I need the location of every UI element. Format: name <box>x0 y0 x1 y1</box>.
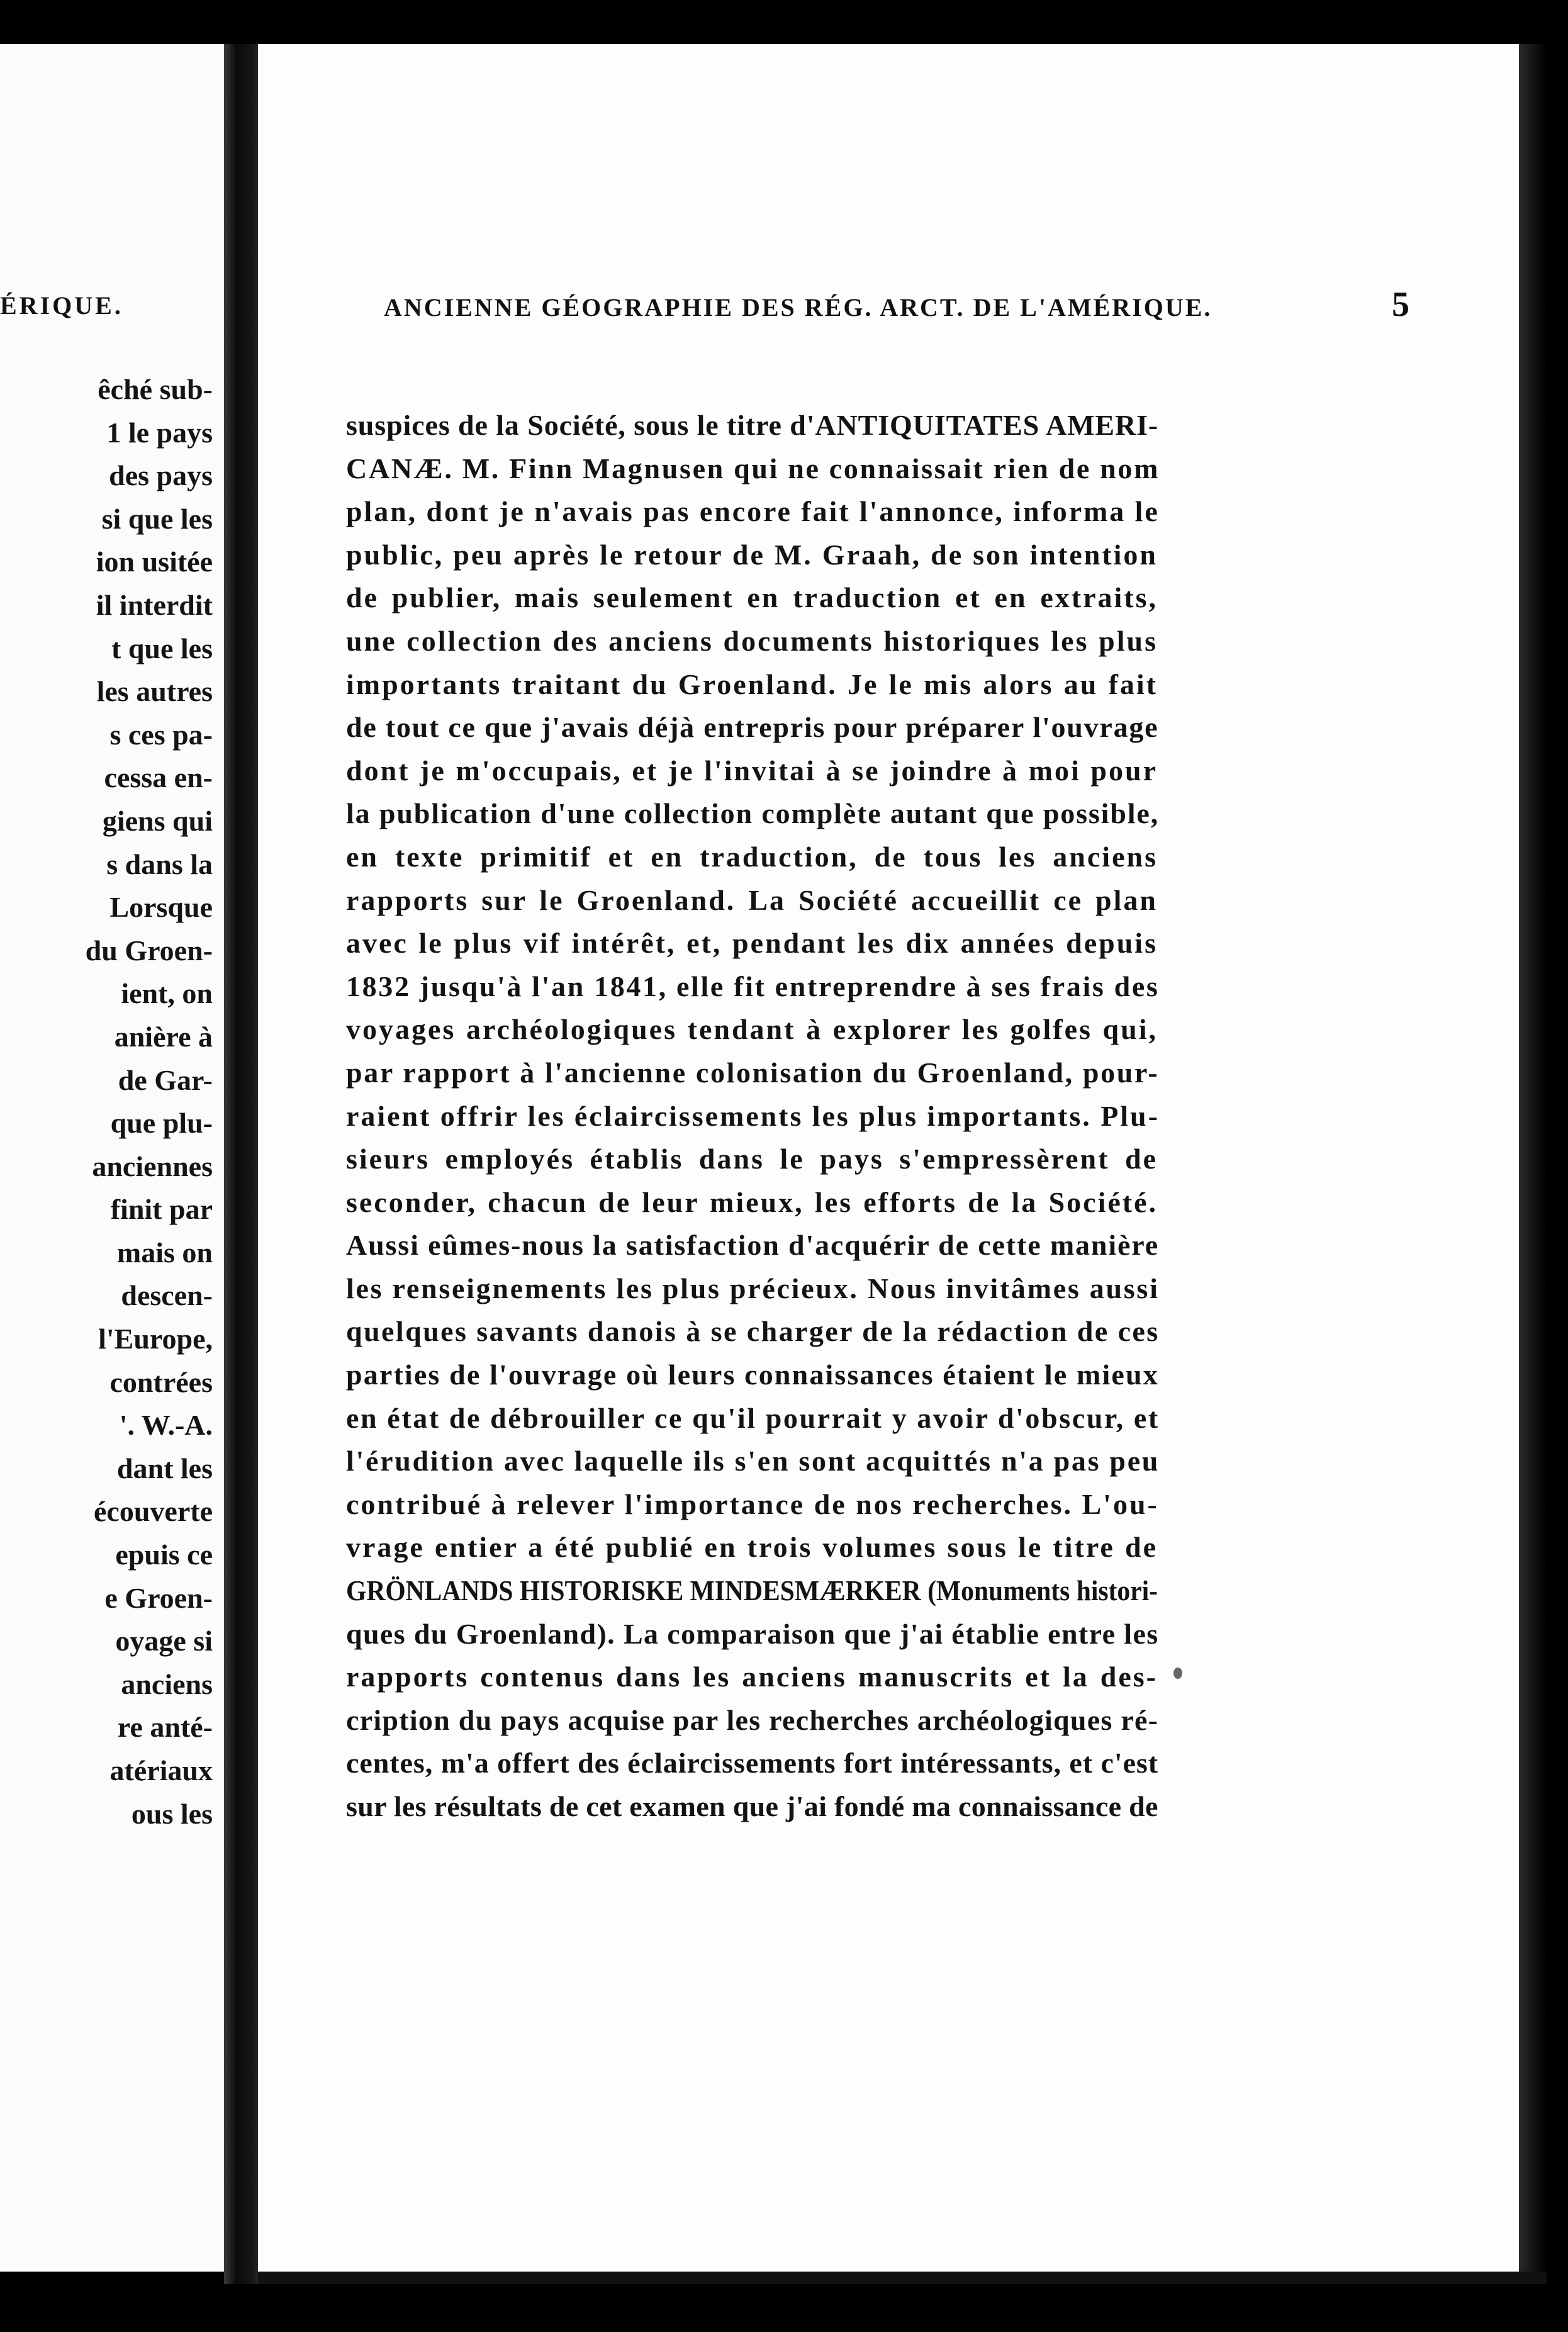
body-line: l'érudition avec laquelle ils s'en sont acquittés n'a pas peu <box>346 1445 1160 1477</box>
running-head <box>384 284 1409 325</box>
facing-page-line: anciennes <box>92 1150 213 1182</box>
facing-page-line: oyage si <box>115 1625 213 1657</box>
body-line: GRÖNLANDS HISTORISKE MINDESMÆRKER (Monuments histori- <box>346 1574 1158 1607</box>
facing-page-line: si que les <box>101 502 213 535</box>
facing-page-line: du Groen- <box>85 934 213 967</box>
body-line: CANÆ. M. Finn Magnusen qui ne connaissait rien de nom <box>346 452 1160 485</box>
running-head-title: ANCIENNE GÉOGRAPHIE DES RÉG. ARCT. DE L'AMÉRIQUE. <box>384 293 1212 322</box>
facing-page-line: des pays <box>109 459 213 492</box>
facing-page-line: anière à <box>114 1020 213 1053</box>
body-line: en texte primitif et en traduction, de tous les anciens <box>346 840 1158 873</box>
body-line: par rapport à l'ancienne colonisation du Groenland, pour- <box>346 1056 1160 1089</box>
body-line: dont je m'occupais, et je l'invitai à se joindre à moi pour <box>346 754 1158 787</box>
body-line: en état de débrouiller ce qu'il pourrait y avoir d'obscur, et <box>346 1401 1160 1434</box>
facing-page-line: les autres <box>96 675 213 708</box>
facing-page-line: ion usitée <box>96 546 213 578</box>
main-page <box>255 44 1547 2284</box>
body-line: vrage entier a été publié en trois volumes sous le titre de <box>346 1531 1158 1564</box>
body-line: suspices de la Société, sous le titre d'ANTIQUITATES AMERI- <box>346 409 1159 441</box>
ink-speck <box>1173 1668 1182 1679</box>
facing-page-line: cessa en- <box>104 761 213 794</box>
body-line: contribué à relever l'importance de nos recherches. L'ou- <box>346 1488 1159 1520</box>
body-line: voyages archéologiques tendant à explorer les golfes qui, <box>346 1013 1158 1046</box>
body-line: rapports contenus dans les anciens manuscrits et la des- <box>346 1661 1158 1693</box>
body-line: parties de l'ouvrage où leurs connaissances étaient le mieux <box>346 1359 1159 1391</box>
facing-page-line: finit par <box>110 1193 213 1226</box>
body-line: plan, dont je n'avais pas encore fait l'annonce, informa le <box>346 495 1160 528</box>
facing-page-line: ient, on <box>121 977 213 1010</box>
facing-page-line: e Groen- <box>104 1581 213 1614</box>
body-line: sieurs employés établis dans le pays s'empressèrent de <box>346 1143 1158 1175</box>
facing-page-line: de Gar- <box>118 1063 213 1096</box>
facing-page-line: dant les <box>116 1452 213 1484</box>
body-line: la publication d'une collection complète autant que possible, <box>346 797 1160 830</box>
body-line: de publier, mais seulement en traduction et en extraits, <box>346 581 1158 614</box>
facing-page-line: epuis ce <box>115 1539 213 1571</box>
body-line: avec le plus vif intérêt, et, pendant les dix années depuis <box>346 927 1158 960</box>
facing-page-running-head: ÉRIQUE. <box>0 291 123 320</box>
facing-page-line: 1 le pays <box>106 416 213 449</box>
body-line: les renseignements les plus précieux. Nous invitâmes aussi <box>346 1272 1160 1304</box>
page-edge <box>1519 44 1547 2284</box>
facing-page-line: il interdit <box>96 588 213 621</box>
body-line: raient offrir les éclaircissements les plus importants. Plu- <box>346 1099 1160 1132</box>
body-line: une collection des anciens documents historiques les plus <box>346 624 1158 657</box>
facing-page-text <box>86 368 213 1836</box>
body-line: centes, m'a offert des éclaircissements fort intéressants, et c'est <box>346 1747 1159 1780</box>
body-line: ques du Groenland). La comparaison que j'ai établie entre les <box>346 1617 1159 1650</box>
facing-page-line: contrées <box>109 1365 213 1398</box>
facing-page-line: t que les <box>111 632 213 664</box>
facing-page-line: Lorsque <box>109 891 213 924</box>
facing-page-line: écouverte <box>94 1495 213 1528</box>
facing-page-line: l'Europe, <box>98 1323 213 1355</box>
body-line: de tout ce que j'avais déjà entrepris pour préparer l'ouvrage <box>346 711 1159 744</box>
body-line: public, peu après le retour de M. Graah, de son intention <box>346 538 1158 571</box>
body-line: seconder, chacun de leur mieux, les efforts de la Société. <box>346 1186 1158 1218</box>
facing-page-line: s ces pa- <box>109 718 213 751</box>
facing-page-line: mais on <box>116 1236 213 1269</box>
body-text <box>346 404 1158 1829</box>
body-line: sur les résultats de cet examen que j'ai fondé ma connaissance de <box>346 1790 1158 1822</box>
page-bottom-edge <box>258 2272 1547 2284</box>
facing-page-line: descen- <box>121 1279 213 1312</box>
body-line: quelques savants danois à se charger de la rédaction de ces <box>346 1315 1160 1348</box>
facing-page-line: giens qui <box>102 804 213 837</box>
facing-page-line: êché sub- <box>98 373 213 405</box>
facing-page-line: re anté- <box>117 1711 213 1744</box>
body-line: Aussi eûmes-nous la satisfaction d'acquérir de cette manière <box>346 1229 1160 1262</box>
facing-page <box>0 44 224 2272</box>
body-line: 1832 jusqu'à l'an 1841, elle fit entreprendre à ses frais des <box>346 970 1160 1002</box>
facing-page-line: atériaux <box>109 1754 213 1786</box>
facing-page-line: ous les <box>131 1797 213 1830</box>
facing-page-line: s dans la <box>106 848 213 880</box>
book-gutter <box>224 44 255 2284</box>
body-line: importants traitant du Groenland. Je le mis alors au fait <box>346 668 1158 700</box>
body-line: cription du pays acquise par les recherches archéologiques ré- <box>346 1703 1159 1736</box>
facing-page-line: '. W.-A. <box>119 1409 213 1442</box>
page-number: 5 <box>1392 285 1409 324</box>
body-line: rapports sur le Groenland. La Société accueillit ce plan <box>346 883 1158 916</box>
facing-page-line: que plu- <box>110 1107 213 1140</box>
facing-page-line: anciens <box>121 1668 213 1700</box>
